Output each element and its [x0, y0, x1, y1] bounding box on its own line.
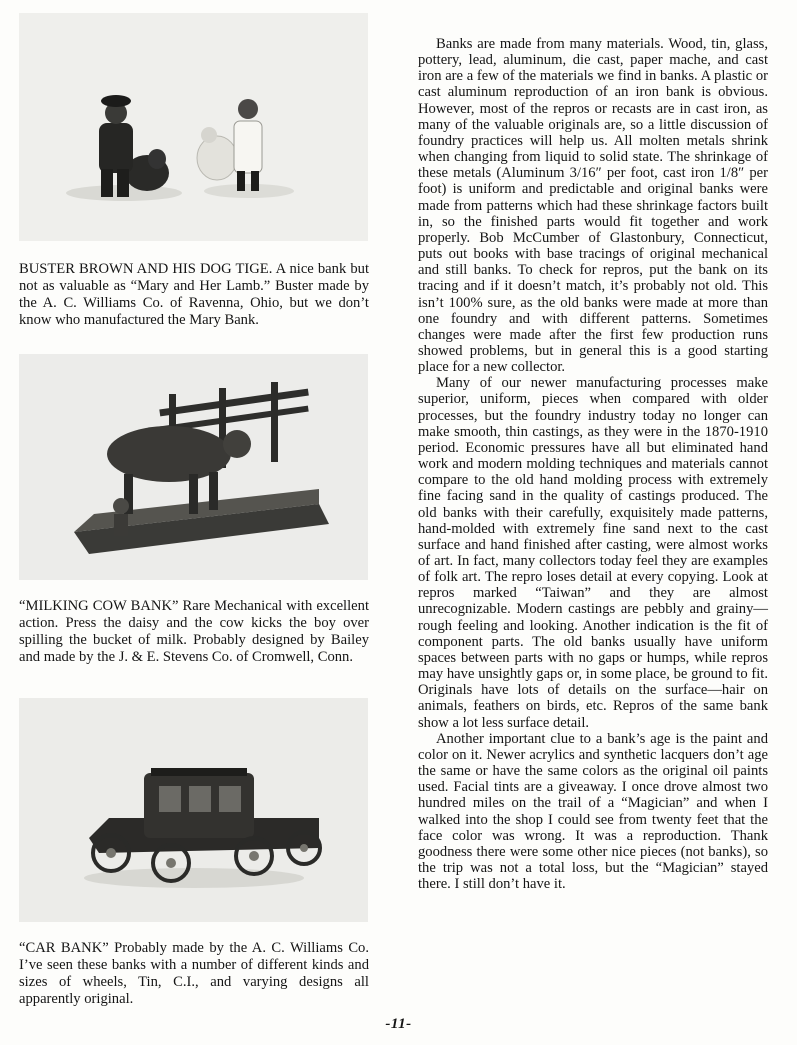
caption-car-bank: “CAR BANK” Probably made by the A. C. Williams Co. I’ve seen these banks with a number of different kinds and sizes of wheels, Tin, C.I., and varying designs all apparently original.: [19, 940, 369, 1007]
photo-car-bank: [19, 698, 368, 922]
body-paragraph: Another important clue to a bank’s age is the paint and color on it. Newer acrylics and synthetic lacquers don’t age the same or have the same colors as the original oil paints used. Facial tints are a giveaway. I once drove almost two hundred miles on the trail of a “Magician” and when I walked into the shop I could see from twenty feet that the face color was wrong. It was a reproduction. Thank goodness there were some other nice pieces (not banks), so the trip was not a total loss, but the “Magician” stayed there. I still don’t have it.: [418, 730, 768, 893]
photo-milking-cow-bank: [19, 354, 368, 580]
caption-milking-cow: “MILKING COW BANK” Rare Mechanical with excellent action. Press the daisy and the cow kicks the boy over spilling the bucket of milk. Probably designed by Bailey and made by the J. & E. Stevens Co. of Cromwell, Conn.: [19, 598, 369, 665]
car-bank-illustration: [19, 698, 368, 922]
body-text-column: [418, 36, 768, 892]
photo-buster-brown-bank: [19, 13, 368, 241]
body-paragraph: Many of our newer manufacturing processes make superior, uniform, pieces when compared with older processes, but the foundry industry today no longer can make smooth, thin castings, as they were in the 1870-1910 period. Economic pressures have all but eliminated hand work and modern molding techniques and materials cannot compare to the old hand molding process with extremely fine facing sand in the quality of castings produced. The old banks with their carefully, exquisitely made patterns, hand-molded with extremely fine sand next to the cast surface and hand finished after casting, were almost works of art. In fact, many collectors today feel they are examples of folk art. The repro loses detail at every copying. Look at repros marked “Taiwan” and they are almost unrecognizable. Modern castings are pebbly and grainy—rough feeling and looking. Another indication is the fit of component parts. The old banks usually have uniform spaces between parts with no gaps or humps, while repros may have unsightly gaps or, in some place, be ground to fit. Originals have lots of details on the surface—hair on animals, feathers on birds, etc. Repros of the same bank show a lot less surface detail.: [418, 375, 768, 731]
page-number: -11-: [385, 1016, 412, 1032]
buster-brown-illustration: [19, 13, 368, 241]
milking-cow-illustration: [19, 354, 368, 580]
caption-buster-brown: BUSTER BROWN AND HIS DOG TIGE. A nice bank but not as valuable as “Mary and Her Lamb.” Buster made by the A. C. Williams Co. of Ravenna, Ohio, but we don’t know who manufactured the Mary Bank.: [19, 261, 369, 328]
body-paragraph: Banks are made from many materials. Wood, tin, glass, pottery, lead, aluminum, die cast, paper mache, and cast iron are a few of the materials we find in banks. A plastic or cast aluminum reproduction of an iron bank is obvious. However, most of the repros or recasts are in cast iron, as many of the valuable originals are, so a little discussion of foundry practices will help us. All molten metals shrink when changing from liquid to solid state. The shrinkage of these metals (Aluminum 3/16″ per foot, cast iron 1/8″ per foot) is uniform and predictable and original banks were made from patterns which had these shrinkage factors built in, so the finished parts would fit together and work properly. Bob McCumber of Glastonbury, Connecticut, puts out books with base tracings of original mechanical and still banks. To check for repros, put the bank on its tracing and if it doesn’t match, it’s probably not old. This isn’t 100% sure, as the old banks were made at more than one foundry and with different patterns. Sometimes changes were made after the first few production runs showed problems, but in general this is a good starting place for a new collector.: [418, 36, 768, 376]
